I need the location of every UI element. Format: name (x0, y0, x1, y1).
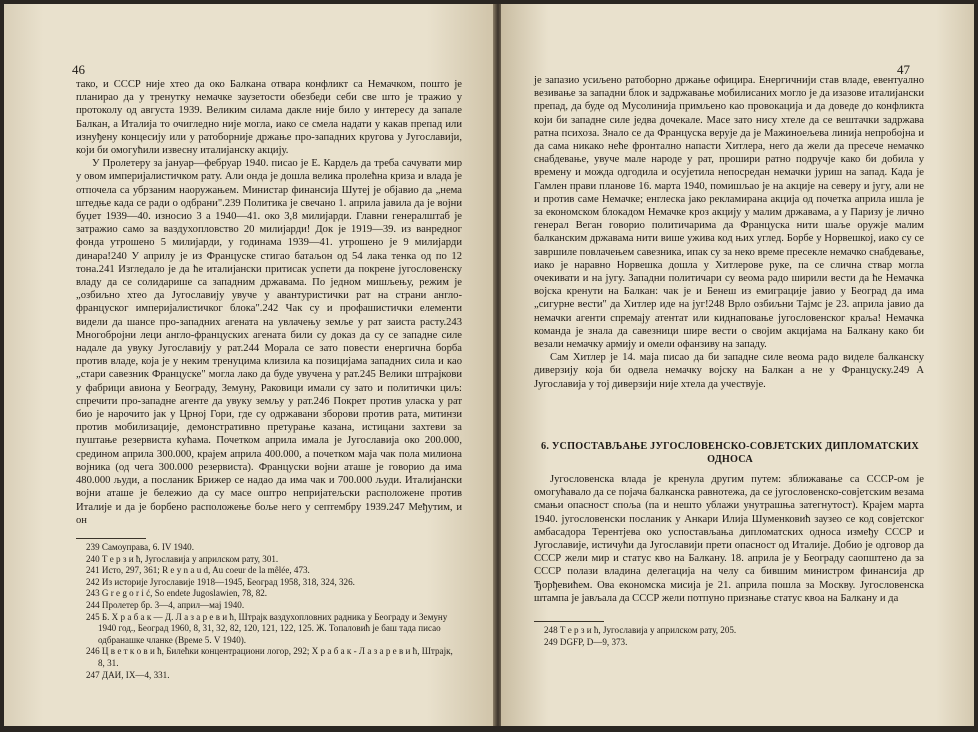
footnote: 240 Т е р з и ћ, Југославија у априлском рату, 301. (86, 553, 279, 564)
page-number: 47 (897, 62, 910, 77)
section-heading-line: 6. УСПОСТАВЉАЊЕ ЈУГОСЛОВЕНСКО-СОВЈЕТСКИХ ДИПЛОМАТСКИХ (541, 441, 919, 452)
footnote: 239 Самоуправа, 6. IV 1940. (86, 542, 194, 552)
body-text (76, 78, 462, 527)
footnote: 241 Исто, 297, 361; R e y n a u d, Au coeur de la mêlée, 473. (86, 565, 310, 576)
footnote: 245 Б. Х р а б а к — Д. Л а з а р е в и ћ, Штрајк ваздухопловних радника у Београду и Земуну 1940 год., Београд 1960, 8, 31, 32, 82, 120, 121, 122, 125. Ж. Топаловић је баш тада писао одбранашке чланке (Време 5. V 1940). (86, 611, 448, 645)
footnote-rule (534, 621, 604, 622)
footnote: 243 G r e g o r i ć, So endete Jugoslawien, 78, 82. (86, 588, 268, 599)
footnote: 246 Ц в е т к о в и ћ, Билећки концентрациони логор, 292; Х р а б а к - Л а з а р е в и ћ, Штрајк, 8, 31. (86, 646, 453, 668)
left-page (4, 4, 496, 726)
paragraph: је запазио усиљено ратоборно држање официра. Енергичнији став владе, евентуално везивање за западни блок и задржавање мобилисаних могло је да изазове италијански препад, да буде од Мусолинија примљено као провокација и да доведе до конфликта који би западне силе једва дочекале. Масе зато нису хтеле да се вештачки задржава ратна психоза. Знало се да Француска верује да је Мажиноељева линија непробојна и да сама никако неће фронтално напасти Хитлера, него да жели да пресече немачко снабдевање, увуче мале народе у рат, прошири ратно подручје како би добила у времену и можда одгодила и осујетила непосредан немачки јуриш на запад. Када је Гамлен прави планове 16. марта 1940, помишљао је на акције на северу и југу, али не и против саме Немачке; енглеска јако рекламирана акција од почетка априла ишла је за економском блокадом Немачке кроз акцију у малим државама, а у Паризу је лично генерал Веган говорио политичарима да Француска нити шаље оружје малим балканским државама нити више ужива код њих углед. Борбе у Норвешкој, иако су се завршиле повлачењем савезника, ипак су за неко време пресекле немачко снабдевање, иако је наравно Норвешка дошла у Хитлерове руке, па се слична ствар могла очекивати и на југу. Западни политичари су веома радо ширили вести да ће Немачка војска кренути на Балкан: чак је и Бенеш из емиграције јавио у Београд да има „сигурне вести" да Хитлер иде на југ!248 Врло озбиљни Тајмс је 23. априла јавио да немачки агенти спремају атентат или киднаповање југословенског краља! Немачка команда је знала да савезници шире вести о својим акцијама на Балкану како би везали немачку армију и омели офанзиву на западу. (534, 75, 924, 351)
section-heading (534, 440, 926, 466)
footnotes (76, 542, 460, 681)
footnote: 244 Пролетер бр. 3—4, април—мај 1940. (86, 599, 245, 610)
page-number: 46 (72, 62, 85, 77)
body-text-right (534, 74, 924, 391)
paragraph: Југословенска влада је кренула другим путем: зближавање са СССР-ом је омогућавало да се појача балканска равнотежа, да се југословенско-совјетским везама смањи опасност споља (па и нешто ублажи унутрашња затегнутост). Крајем марта 1940. југословенски посланик у Анкари Илија Шуменковић заузео се код совјетског амбасадора Терентјева око успостављања дипломатских односа између СССР и Југославије, истичући да Југославији прети опасност од Италије. Добио је одговор да СССР жели мир и статус кво на Балкану. 18. априла је у Београду саопштено да за СССР полази владина делегација на челу са бившим министром финансија др Ђорђевићем. Ова економска мисија је 21. априла пошла за Москву. Југословенска штампа је јављала да СССР жели потпуно признање статус квоа на Балкану и да (534, 474, 924, 604)
footnote: 247 ДАИ, IX—4, 331. (86, 669, 170, 680)
footnotes-right (534, 625, 922, 648)
paragraph: У Пролетеру за јануар—фебруар 1940. писао је Е. Кардељ да треба сачувати мир у овом империјалистичком рату. Али онда је дошла велика пролећна криза и влада је отпочела са убрзаним наоружањем. Министар финансија Шутеј је објавио да „нема штедње када се ради о одбрани".239 Политика је свечано 1. априла јавила да је војни буџет 1939—40. износио 3 а 1940—41. око 3,8 милијарди. Главни генералштаб је затражио само за ваздухопловство 20 милијарди! Док је 1919—39. из ванредног фонда утрошено 5 милијарди, у годинама 1939—41. утрошено је 9 милијарди динара!240 У априлу је из Француске стигао батаљон од 54 лака тенка од по 12 тона.241 Изгледало је да ће италијански притисак успети да покрене југословенску владу да се солидарише са западним државама. По једном мишљењу, режим је „озбиљно хтео да Југославију увуче у авантуристички рат на страни англо-француског империјалистичког блока".242 Чак су и профашистички елементи видели да шансе про-западних агената на увлачењу земље у рат заиста расту.243 Многобројни леци англо-француских агената били су доказ да су се западне силе надале да увуку Југославију у рат.244 Морала се зато повести енергична борба против владе, која је у неким тренуцима клизила ка позицијама западних сила и као „стари савезник Француске" могла лако да буде увучена у рат.245 Велики штрајкови у фабрици авиона у Београду, Земуну, Раковици имали су зато и политички циљ: спречити про-западне агенте да увуку земљу у рат.246 Покрет против уласка у рат био је нарочито јак у Црној Гори, где су одржавани зборови против рата, митинзи против мобилизације, демонстративно претурање казана, истицани захтеви за пуштање резервиста кућама. Почетком априла имала је Југославија око 200.000, средином априла 300.000, крајем априла 400.000, а почетком маја чак пола милиона војника (од чега 300.000 резервиста). Француски војни аташе је говорио да има 480.000 људи, а посланик Брижер се надао да има чак и 700.000 људи. Италијански војни аташе је бележио да су масе оштро непријатељски расположене против Италије и да је борбено расположење боље него у септембру 1939.247 Међутим, и он (76, 158, 462, 526)
footnote-rule (76, 538, 146, 539)
footnote: 248 Т е р з и ћ, Југославија у априлском рату, 205. (544, 625, 737, 635)
paragraph: тако, и СССР није хтео да око Балкана отвара конфликт са Немачком, пошто је планирао да у тренутку немачке заузетости обезбеди себи све што је тражио у протоколу од августа 1939. Великим силама дакле није било у интересу да запале Балкан, а Италија то очигледно није могла, иако се смела надати у какав препад или изнуђену концесију или у ратоборније држање про-западних кругова у Југославији, који би омогућили извесну италијанску акцију. (76, 79, 462, 157)
section-body (534, 473, 924, 605)
section-heading-line: ОДНОСА (707, 454, 753, 465)
footnote: 242 Из историје Југославије 1918—1945, Београд 1958, 318, 324, 326. (86, 576, 355, 587)
paragraph: Сам Хитлер је 14. маја писао да би западне силе веома радо виделе балканску диверзију која би одвела немачку војску на Балкан а не у Француску.249 А Југославија у тој диверзији није хтела да учествује. (534, 352, 924, 390)
footnote: 249 DGFP, D—9, 373. (544, 636, 628, 647)
